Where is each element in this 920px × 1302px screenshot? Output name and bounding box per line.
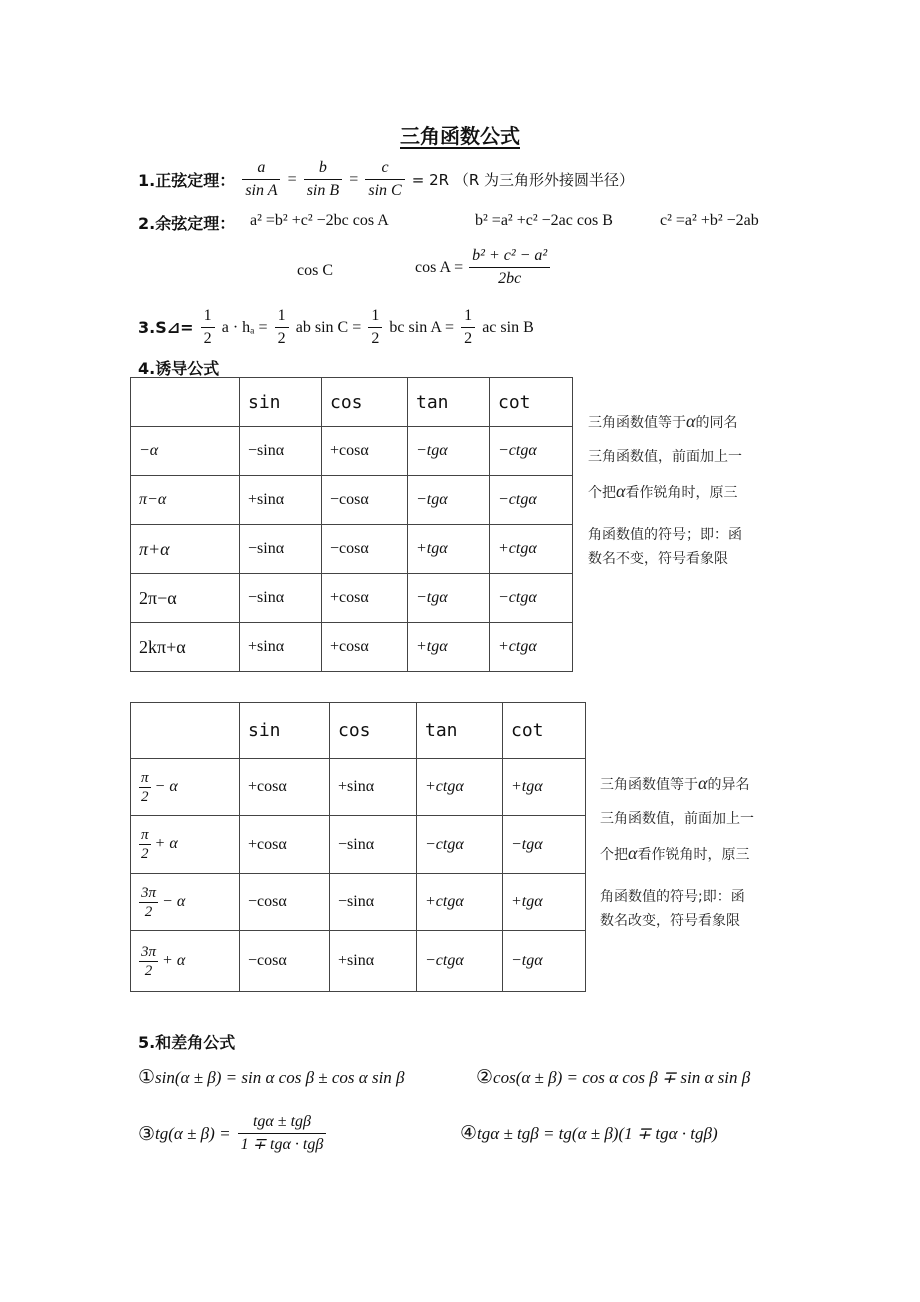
ratio-a: $\frac{a}{\text{sin A}}$ xyxy=(242,158,280,201)
table-row: 2π−α −sinα +cosα −tgα −ctgα xyxy=(131,574,573,623)
cosine-rule-label: 2.余弦定理： xyxy=(138,214,236,233)
cosine-formula-b: b² =a² +c² −2ac cos B xyxy=(475,212,613,229)
sum-diff-label: 5.和差角公式 xyxy=(138,1033,236,1052)
table-row: 2kπ+α +sinα +cosα +tgα +ctgα xyxy=(131,623,573,672)
table-header-row: sin cos tan cot xyxy=(131,378,573,427)
formula-4: ④tgα ± tgβ = tg(α ± β)(1 ∓ tgα · tgβ) xyxy=(460,1122,718,1144)
sine-rule-label: 1.正弦定理： xyxy=(138,171,236,190)
formula-1: ①sin(α ± β) = sin α cos β ± cos α sin β xyxy=(138,1066,405,1088)
induction-table-2 xyxy=(130,702,586,992)
cosine-formula-c: c² =a² +b² −2ab xyxy=(660,212,759,229)
table-row: $\frac{3\pi}{2}$ − α −cosα −sinα +ctgα +tgα xyxy=(131,874,586,931)
cosine-formula-a: a² =b² +c² −2bc cos A xyxy=(250,212,389,229)
sine-rule: 1.正弦定理： $\frac{a}{\text{sin A}}$ = $\frac{b}{\text{sin B}}$ = $\frac{c}{\text{sin C}}$ = 2R （R 为三角形外接圆半径） xyxy=(138,159,635,199)
cos-a-formula: cos A = $\frac{\text{b² + c² − a²}}{2bc}$ xyxy=(415,246,552,289)
table-row: $\frac{\pi}{2}$ − α +cosα +sinα +ctgα +tgα xyxy=(131,759,586,816)
table-row: −α −sinα +cosα −tgα −ctgα xyxy=(131,427,573,476)
sine-rule-tail: = 2R （R 为三角形外接圆半径） xyxy=(411,171,635,189)
table-row: $\frac{\pi}{2}$ + α +cosα −sinα −ctgα −tgα xyxy=(131,816,586,874)
note-different-name: 三角函数值等于α的异名 三角函数值，前面加上一 个把α看作锐角时，原三 角函数值的符号;即：函 数名改变，符号看象限 xyxy=(600,773,754,929)
area-formula: 3.S⊿= $\frac{1}{2}$ a · hₐ = $\frac{1}{2}$ ab sin C = $\frac{1}{2}$ bc sin A = $\frac{1}{2}$ ac sin B xyxy=(138,307,534,347)
induction-label: 4.诱导公式 xyxy=(138,359,220,378)
ratio-c: $\frac{c}{\text{sin C}}$ xyxy=(365,158,404,201)
formula-3: ③tg(α ± β) = $\frac{\text{tgα ± tgβ}}{\text{1 ∓ tgα · tgβ}}$ xyxy=(138,1112,328,1155)
formula-2: ②cos(α ± β) = cos α cos β ∓ sin α sin β xyxy=(476,1066,751,1088)
table-row: π+α −sinα −cosα +tgα +ctgα xyxy=(131,525,573,574)
table-row: $\frac{3\pi}{2}$ + α −cosα +sinα −ctgα −tgα xyxy=(131,931,586,992)
table-header-row: sin cos tan cot xyxy=(131,703,586,759)
ratio-b: $\frac{b}{\text{sin B}}$ xyxy=(304,158,342,201)
cos-c: cos C xyxy=(297,262,333,279)
page-title: 三角函数公式 xyxy=(400,124,520,148)
induction-table-1 xyxy=(130,377,573,672)
table-row: π−α +sinα −cosα −tgα −ctgα xyxy=(131,476,573,525)
note-same-name: 三角函数值等于α的同名 三角函数值，前面加上一 个把α看作锐角时，原三 角函数值的符号；即：函 数名不变，符号看象限 xyxy=(588,411,742,567)
